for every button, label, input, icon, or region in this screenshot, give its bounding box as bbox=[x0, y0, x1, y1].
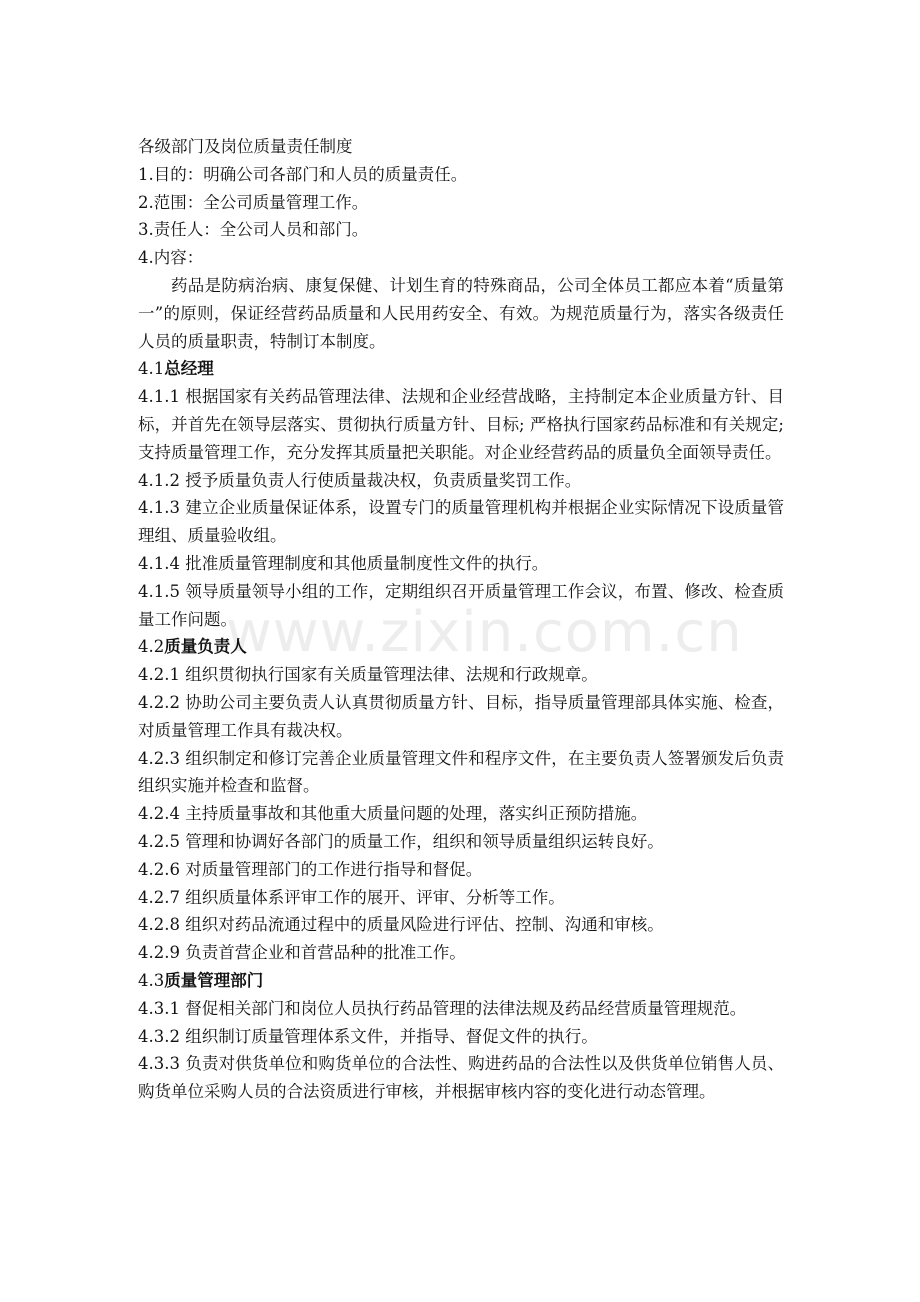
intro-content: 4.内容： bbox=[138, 248, 204, 268]
clause-item: 4.3.2 组织制订质量管理体系文件，并指导、督促文件的执行。 bbox=[138, 1026, 598, 1046]
clause-item: 4.2.5 管理和协调好各部门的质量工作，组织和领导质量组织运转良好。 bbox=[138, 831, 664, 851]
section-heading-general-manager bbox=[138, 355, 784, 383]
clause-item: 4.3.1 督促相关部门和岗位人员执行药品管理的法律法规及药品经营质量管理规范。 bbox=[138, 998, 747, 1018]
clause-item: 4.2.1 组织贯彻执行国家有关质量管理法律、法规和行政规章。 bbox=[138, 665, 598, 685]
section-title: 质量负责人 bbox=[164, 637, 247, 657]
document-title: 各级部门及岗位质量责任制度 bbox=[138, 137, 353, 156]
clause-item: 4.1.4 批准质量管理制度和其他质量制度性文件的执行。 bbox=[138, 553, 549, 573]
intro-scope: 2.范围：全公司质量管理工作。 bbox=[138, 192, 369, 212]
clause-item: 4.1.5 领导质量领导小组的工作，定期组织召开质量管理工作会议，布置、修改、检查质量工作问题。 bbox=[138, 581, 784, 629]
clause-item: 4.2.7 组织质量体系评审工作的展开、评审、分析等工作。 bbox=[138, 887, 565, 907]
clause-item: 4.2.6 对质量管理部门的工作进行指导和督促。 bbox=[138, 859, 483, 879]
intro-purpose: 1.目的：明确公司各部门和人员的质量责任。 bbox=[138, 164, 468, 184]
preface-paragraph: 药品是防病治病、康复保健、计划生育的特殊商品，公司全体员工都应本着“质量第一”的原则，保证经营药品质量和人民用药安全、有效。为规范质量行为，落实各级责任人员的质量职责，特制订本制度。 bbox=[138, 275, 784, 351]
section-title: 总经理 bbox=[164, 359, 214, 379]
clause-item: 4.3.3 负责对供货单位和购货单位的合法性、购进药品的合法性以及供货单位销售人员、购货单位采购人员的合法资质进行审核，并根据审核内容的变化进行动态管理。 bbox=[138, 1054, 784, 1102]
clause-item: 4.2.2 协助公司主要负责人认真贯彻质量方针、目标，指导质量管理部具体实施、检查，对质量管理工作具有裁决权。 bbox=[138, 692, 784, 740]
clause-item: 4.1.3 建立企业质量保证体系，设置专门的质量管理机构并根据企业实际情况下设质量管理组、质量验收组。 bbox=[138, 498, 784, 546]
section-number: 4.2 bbox=[138, 637, 165, 657]
document-body bbox=[138, 133, 784, 1106]
section-heading-quality-leader bbox=[138, 633, 784, 661]
section-title: 质量管理部门 bbox=[164, 970, 264, 990]
clause-item: 4.2.8 组织对药品流通过程中的质量风险进行评估、控制、沟通和审核。 bbox=[138, 915, 664, 935]
section-heading-quality-dept bbox=[138, 967, 784, 995]
section-number: 4.1 bbox=[138, 359, 165, 379]
section-number: 4.3 bbox=[138, 970, 165, 990]
clause-item: 4.2.3 组织制定和修订完善企业质量管理文件和程序文件，在主要负责人签署颁发后负责组织实施并检查和监督。 bbox=[138, 748, 784, 796]
clause-item: 4.1.1 根据国家有关药品管理法律、法规和企业经营战略，主持制定本企业质量方针、目标，并首先在领导层落实、贯彻执行质量方针、目标; 严格执行国家药品标准和有关规定; 支持质量管理工作，充分发挥其质量把关职能。对企业经营药品的质量负全面领导责任。 bbox=[138, 387, 784, 462]
clause-item: 4.2.4 主持质量事故和其他重大质量问题的处理，落实纠正预防措施。 bbox=[138, 804, 648, 824]
clause-item: 4.1.2 授予质量负责人行使质量裁决权，负责质量奖罚工作。 bbox=[138, 470, 582, 490]
clause-item: 4.2.9 负责首营企业和首营品种的批准工作。 bbox=[138, 943, 466, 963]
intro-responsible: 3.责任人：全公司人员和部门。 bbox=[138, 220, 369, 240]
watermark: www.zixin.com.cn bbox=[226, 600, 743, 665]
